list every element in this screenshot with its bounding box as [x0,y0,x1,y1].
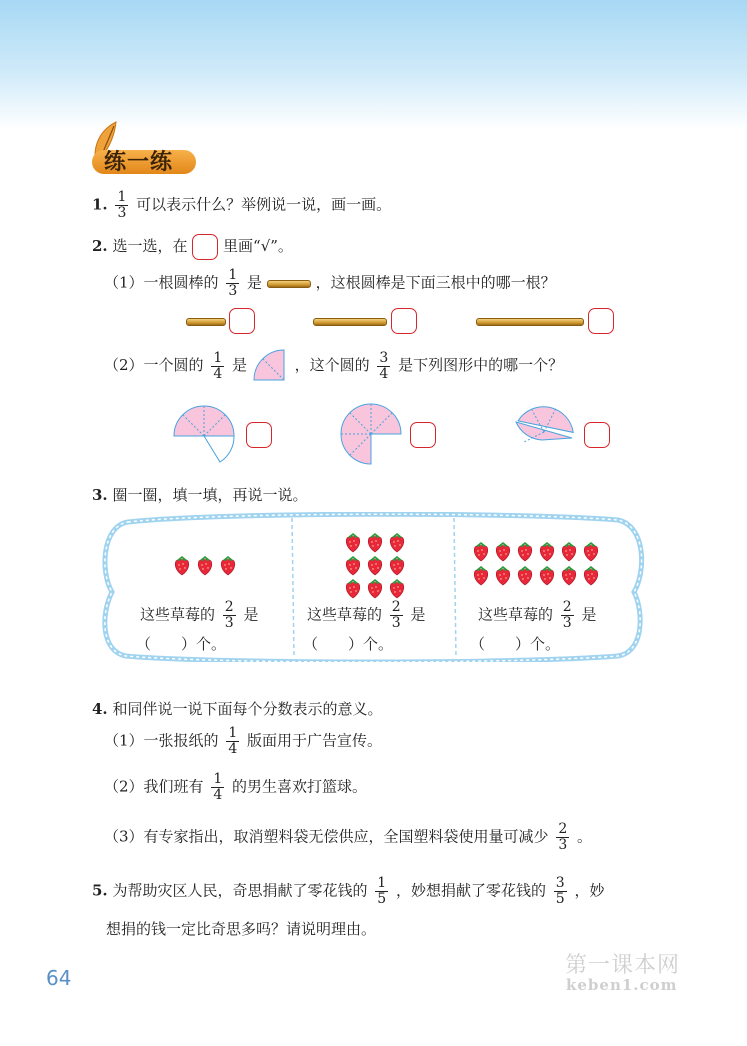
circle-option-1 [170,402,240,466]
question-text-a: 选一选，在 [112,237,188,255]
question-text: 可以表示什么？举例说一说，画一画。 [136,195,392,214]
rod-option-1 [186,318,226,326]
strawberry-icon [583,565,599,586]
panel-2-fill[interactable]: （ ）个。 [303,635,394,653]
q5-text-a: 为帮助灾区人民，奇思捐献了零花钱的 [112,881,368,900]
answer-box-rod-3[interactable] [588,308,614,334]
strawberry-icon [367,555,383,576]
strawberry-icon [345,555,361,576]
fraction: $\frac{2}{3}$ [558,821,568,853]
question-number: 3. [92,486,108,504]
answer-box-circle-3[interactable] [584,422,610,448]
fraction: $\frac{2}{3}$ [391,599,401,631]
fraction: $\frac{1}{4}$ [228,725,238,757]
q4-item-2 [104,772,367,803]
fraction: $\frac{1}{4}$ [213,349,223,382]
strawberry-icon [389,578,405,599]
panel-prefix: 这些草莓的 [140,605,216,624]
item-pre: （1）一张报纸的 [104,731,219,750]
answer-box-rod-1[interactable] [229,308,255,334]
strawberry-icon [539,565,555,586]
question-text-b: 里画“√”。 [223,237,293,255]
strawberry-icon [473,565,489,586]
fraction: $\frac{2}{3}$ [224,599,234,631]
question-text: 和同伴说一说下面每个分数表示的意义。 [112,700,383,718]
quarter-circle-icon [252,348,290,384]
is-text: 是 [243,605,259,624]
mid-text: ，这个圆的 [294,356,370,374]
sample-rod [267,280,311,288]
fraction: $\frac{1}{5}$ [377,875,387,907]
strawberry-icon [220,555,236,576]
item-pre: （3）有专家指出，取消塑料袋无偿供应，全国塑料袋使用量可减少 [104,827,549,846]
q5-text-b: ，妙想捐献了零花钱的 [395,881,546,900]
strawberry-icon [561,541,577,562]
q4-item-1 [104,726,382,757]
strawberry-icon [389,555,405,576]
item-post: 。 [577,827,593,846]
watermark-cn: 第一课本网 [565,953,681,978]
question-text: 圈一圈，填一填，再说一说。 [112,486,308,504]
strawberry-icon [473,541,489,562]
part-label: （1）一根圆棒的 [104,273,219,292]
q2-part-2 [104,348,563,384]
question-number: 1. [92,195,108,214]
is-text: 是 [232,356,248,374]
rod-option-3 [476,318,584,326]
strawberry-icon [367,532,383,553]
strawberry-icon [517,541,533,562]
strawberry-icon [367,578,383,599]
strawberry-icon [345,532,361,553]
panel-3-text [478,600,597,631]
panel-prefix: 这些草莓的 [478,605,554,624]
question-number: 2. [92,237,108,255]
part-label: （2）一个圆的 [104,356,204,374]
fraction: $\frac{1}{3}$ [117,189,127,221]
strawberry-icon [495,565,511,586]
is-text: 是 [410,605,426,624]
panel-1-text [140,600,259,631]
strawberry-icon [174,555,190,576]
question-1 [92,190,391,221]
strawberry-icon [345,578,361,599]
strawberry-icon [583,541,599,562]
is-text: 是 [581,605,597,624]
item-pre: （2）我们班有 [104,777,204,796]
panel-3-fill[interactable]: （ ）个。 [470,635,561,653]
item-post: 版面用于广告宣传。 [247,731,383,750]
panel-prefix: 这些草莓的 [307,605,383,624]
watermark-en: keben1.com [566,976,678,994]
part-text: 是下列图形中的哪一个？ [398,356,564,374]
circle-option-2 [337,400,407,468]
part-text: ，这根圆棒是下面三根中的哪一根？ [315,273,556,292]
answer-box-circle-2[interactable] [410,422,436,448]
is-text: 是 [247,273,263,292]
answer-box-circle-1[interactable] [246,422,272,448]
question-number: 4. [92,700,108,718]
question-5-line-1 [92,876,604,907]
question-4 [92,698,382,719]
circle-option-3 [512,402,582,462]
answer-box-sample [192,234,218,260]
fraction: $\frac{2}{3}$ [562,599,572,631]
strawberry-icon [495,541,511,562]
rod-option-2 [313,318,387,326]
section-title: 练一练 [104,150,174,175]
strawberry-icon [389,532,405,553]
page-number: 64 [46,966,72,990]
q5-text-c: ，妙 [574,881,605,900]
q4-item-3 [104,822,592,853]
strawberry-icon [517,565,533,586]
fraction: $\frac{1}{4}$ [213,771,223,803]
strawberry-icon [561,565,577,586]
fraction: $\frac{1}{3}$ [228,267,238,299]
answer-box-rod-2[interactable] [391,308,417,334]
panel-2-text [307,600,426,631]
item-post: 的男生喜欢打篮球。 [232,777,368,796]
top-gradient-band [0,0,747,130]
strawberry-icon [197,555,213,576]
question-number: 5. [92,881,108,900]
strawberry-icon [539,541,555,562]
panel-1-fill[interactable]: （ ）个。 [136,635,227,653]
question-3 [92,484,307,505]
q2-part-1 [104,268,556,299]
fraction: $\frac{3}{5}$ [555,875,565,907]
fraction: $\frac{3}{4}$ [379,349,389,382]
question-2 [92,234,293,260]
question-5-line-2: 想捐的钱一定比奇思多吗？请说明理由。 [106,920,377,938]
